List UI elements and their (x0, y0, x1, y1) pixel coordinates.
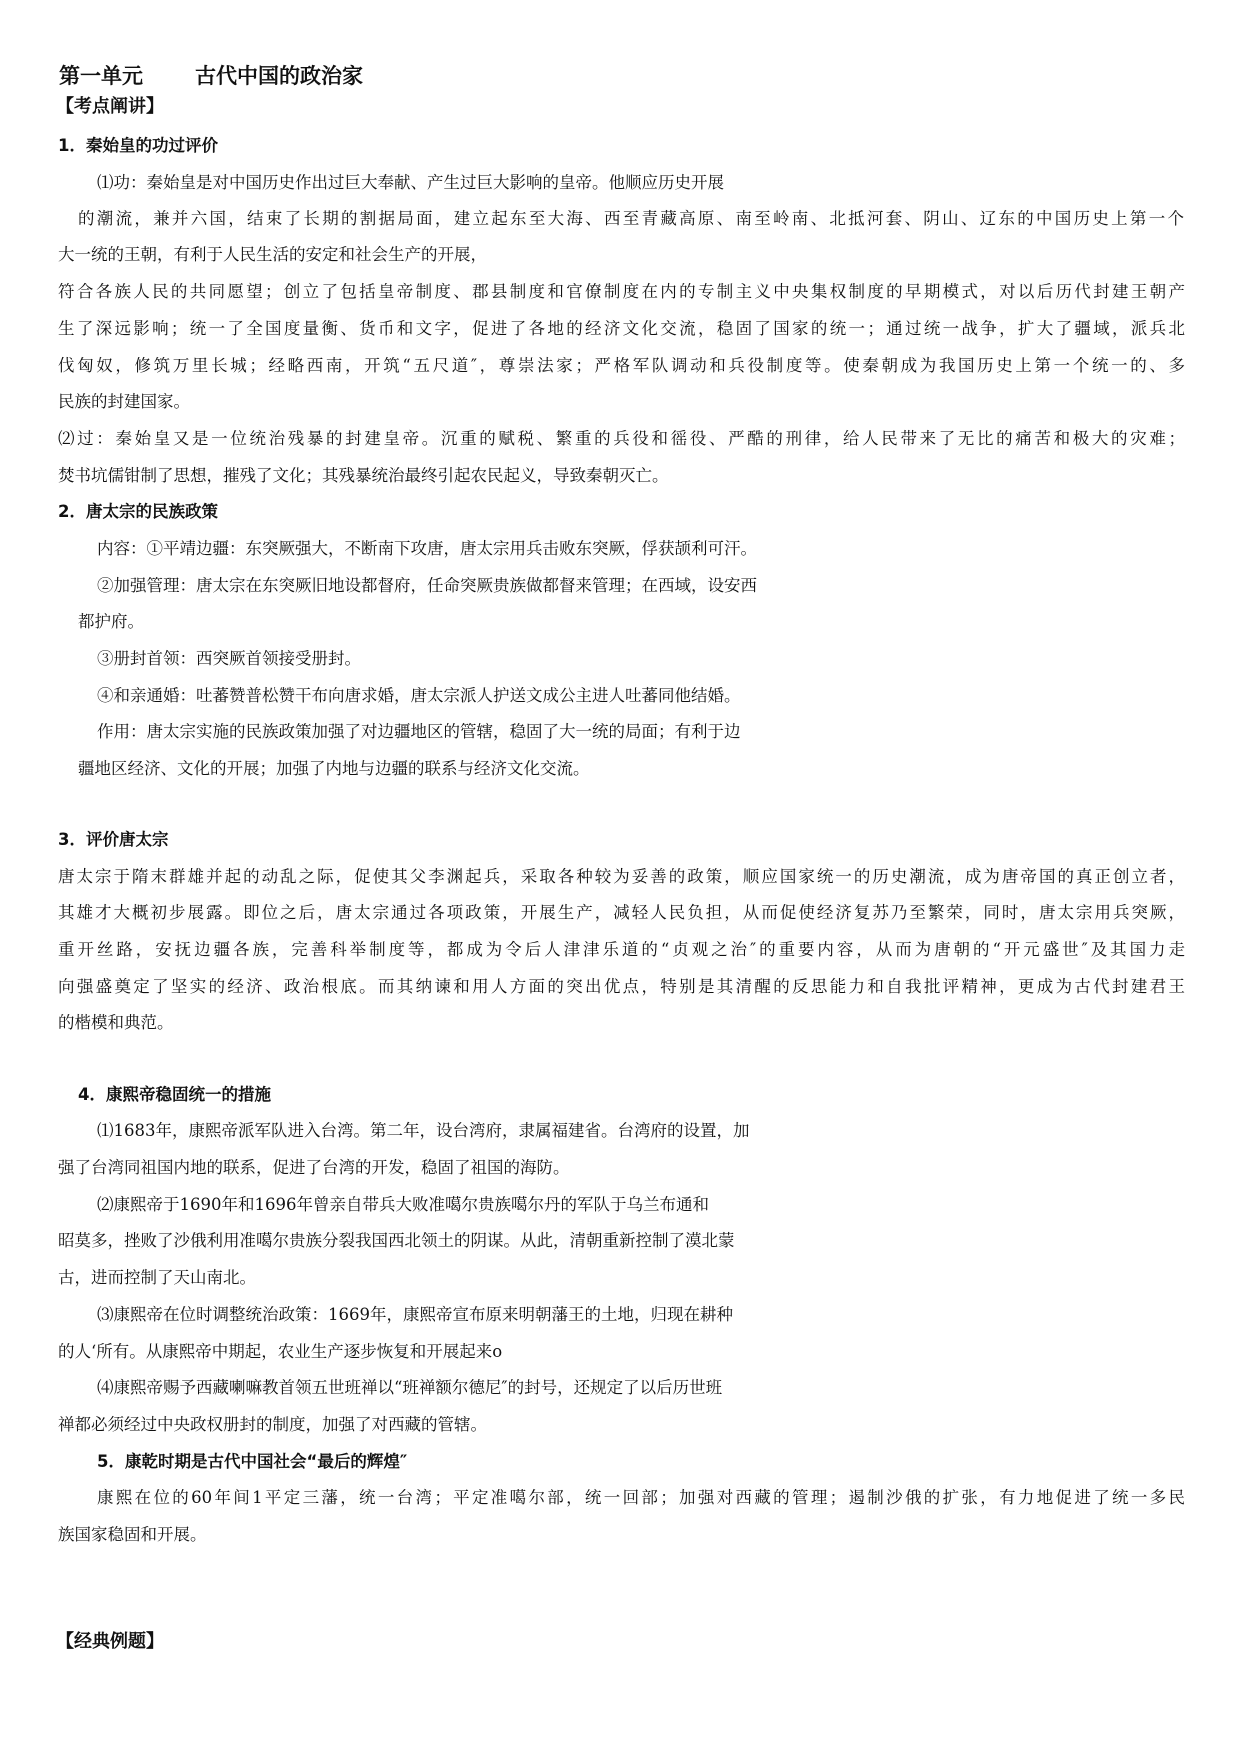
s4-line: 强了台湾同祖国内地的联系，促进了台湾的开发，稳固了祖国的海防。 (58, 1158, 570, 1177)
examples-heading: 【经典例题】 (56, 1631, 164, 1652)
s3-line: 的楷模和典范。 (58, 1013, 174, 1032)
section-2-heading: 2．唐太宗的民族政策 (58, 502, 218, 521)
page-title (59, 62, 363, 90)
section-3-heading: 3．评价唐太宗 (58, 830, 169, 849)
s4-line: ⑶康熙帝在位时调整统治政策：1669年，康熙帝宣布原来明朝藩王的土地，归现在耕种 (97, 1305, 733, 1324)
unit-label: 第一单元 (59, 64, 143, 88)
s1-line: 符合各族人民的共同愿望；创立了包括皇帝制度、郡县制度和官僚制度在内的专制主义中央集权制度的早期模式，对以后历代封建王朝产 (58, 282, 1185, 301)
s5-line: 族国家稳固和开展。 (58, 1525, 207, 1544)
s5-line: 康熙在位的60年间1平定三藩，统一台湾；平定准噶尔部，统一回部；加强对西藏的管理；遏制沙俄的扩张，有力地促进了统一多民 (97, 1488, 1185, 1507)
s3-line: 唐太宗于隋末群雄并起的动乱之际，促使其父李渊起兵，采取各种较为妥善的政策，顺应国家统一的历史潮流，成为唐帝国的真正创立者， (58, 867, 1185, 886)
s4-line: ⑴1683年，康熙帝派军队进入台湾。第二年，设台湾府，隶属福建省。台湾府的设置，加 (97, 1121, 750, 1140)
s3-line: 向强盛奠定了坚实的经济、政治根底。而其纳谏和用人方面的突出优点，特别是其清醒的反思能力和自我批评精神，更成为古代封建君王 (58, 977, 1185, 996)
key-points-heading: 【考点阐讲】 (56, 96, 164, 117)
s2-line: 都护府。 (78, 612, 144, 631)
s1-line: 焚书坑儒钳制了思想，摧残了文化；其残暴统治最终引起农民起义，导致秦朝灭亡。 (58, 466, 669, 485)
s1-line: ⑵过：秦始皇又是一位统治残暴的封建皇帝。沉重的赋税、繁重的兵役和徭役、严酷的刑律，给人民带来了无比的痛苦和极大的灾难； (58, 429, 1185, 448)
s2-line: ②加强管理：唐太宗在东突厥旧地设都督府，任命突厥贵族做都督来管理；在西域，设安西 (97, 576, 757, 595)
s4-line: 古，进而控制了天山南北。 (58, 1268, 256, 1287)
s2-line: ③册封首领：西突厥首领接受册封。 (97, 649, 361, 668)
s1-line: ⑴功：秦始皇是对中国历史作出过巨大奉献、产生过巨大影响的皇帝。他顺应历史开展 (97, 173, 724, 192)
s3-line: 其雄才大概初步展露。即位之后，唐太宗通过各项政策，开展生产，减轻人民负担，从而促使经济复苏乃至繁荣，同时，唐太宗用兵突厥， (58, 903, 1185, 922)
section-5-heading: 5．康乾时期是古代中国社会“最后的辉煌″ (97, 1452, 408, 1471)
s1-line: 大一统的王朝，有利于人民生活的安定和社会生产的开展， (58, 245, 487, 264)
s2-line: 内容：①平靖边疆：东突厥强大，不断南下攻唐，唐太宗用兵击败东突厥，俘获颉利可汗。 (97, 539, 757, 558)
s4-line: ⑵康熙帝于1690年和1696年曾亲自带兵大败准噶尔贵族噶尔丹的军队于乌兰布通和 (97, 1195, 709, 1214)
s1-line: 民族的封建国家。 (58, 392, 190, 411)
s3-line: 重开丝路，安抚边疆各族，完善科举制度等，都成为令后人津津乐道的“贞观之治″的重要内容，从而为唐朝的“开元盛世″及其国力走 (58, 940, 1185, 959)
s1-line: 生了深远影响；统一了全国度量衡、货币和文字，促进了各地的经济文化交流，稳固了国家的统一；通过统一战争，扩大了疆域，派兵北 (58, 319, 1185, 338)
section-1-heading: 1．秦始皇的功过评价 (58, 136, 218, 155)
s2-line: ④和亲通婚：吐蕃赞普松赞干布向唐求婚，唐太宗派人护送文成公主进人吐蕃同他结婚。 (97, 686, 741, 705)
section-4-heading: 4．康熙帝稳固统一的措施 (78, 1085, 271, 1104)
unit-title: 古代中国的政治家 (195, 64, 363, 88)
s2-line: 疆地区经济、文化的开展；加强了内地与边疆的联系与经济文化交流。 (78, 759, 590, 778)
s1-line: 的潮流，兼并六国，结束了长期的割据局面，建立起东至大海、西至青藏高原、南至岭南、北抵河套、阴山、辽东的中国历史上第一个 (78, 209, 1184, 228)
s1-line: 伐匈奴，修筑万里长城；经略西南，开筑“五尺道″，尊崇法家；严格军队调动和兵役制度等。使秦朝成为我国历史上第一个统一的、多 (58, 356, 1185, 375)
s2-line: 作用：唐太宗实施的民族政策加强了对边疆地区的管辖，稳固了大一统的局面；有利于边 (97, 722, 741, 741)
s4-line: ⑷康熙帝赐予西藏喇嘛教首领五世班禅以“班禅额尔德尼″的封号，还规定了以后历世班 (97, 1378, 723, 1397)
s4-line: 禅都必须经过中央政权册封的制度，加强了对西藏的管辖。 (58, 1415, 487, 1434)
s4-line: 昭莫多，挫败了沙俄利用准噶尔贵族分裂我国西北领土的阴谋。从此，清朝重新控制了漠北蒙 (58, 1231, 735, 1250)
s4-line: 的人‘所有。从康熙帝中期起，农业生产逐步恢复和开展起来o (58, 1342, 503, 1361)
